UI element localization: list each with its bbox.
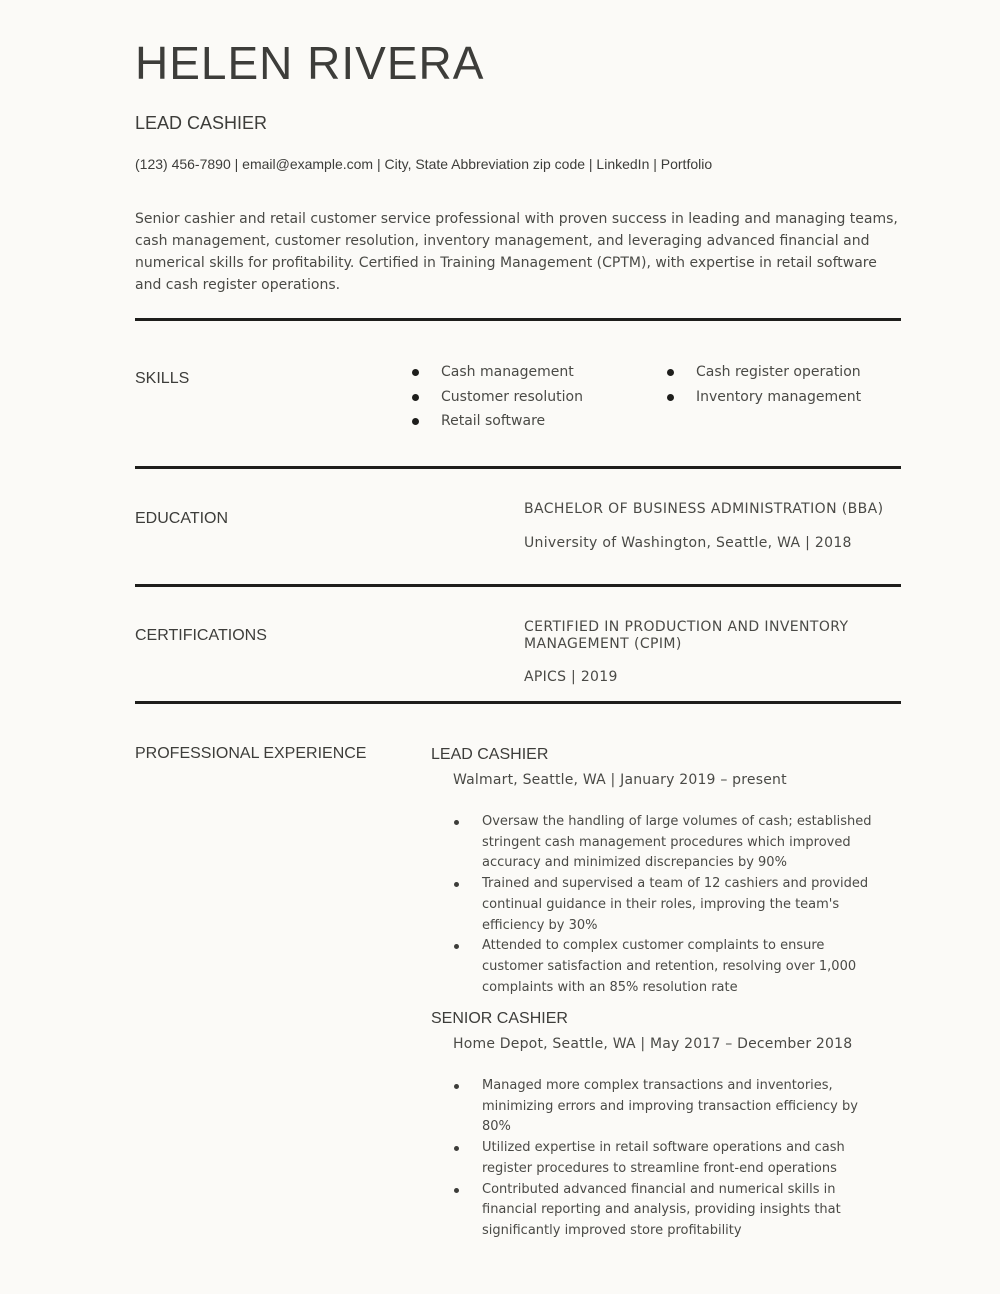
- bullet-icon: [454, 1084, 459, 1089]
- job-bullet-text: Contributed advanced financial and numerical skills in financial reporting and analysis, providing insights that significantly improved store profitability: [482, 1181, 841, 1238]
- candidate-name: HELEN RIVERA: [135, 37, 485, 89]
- job-bullet-text: Utilized expertise in retail software operations and cash register procedures to streamline front-end operations: [482, 1140, 845, 1176]
- job-meta: Home Depot, Seattle, WA | May 2017 – December 2018: [453, 1036, 853, 1052]
- education-heading: EDUCATION: [135, 510, 229, 527]
- job-bullet-text: Oversaw the handling of large volumes of cash; established stringent cash management procedures which improved accuracy and minimized discrepancies by 90%: [482, 814, 872, 871]
- skill-item: [667, 385, 861, 410]
- skill-label: Cash management: [441, 364, 574, 380]
- skill-item: [412, 409, 583, 434]
- bullet-icon: [454, 1146, 459, 1151]
- skill-label: Customer resolution: [441, 388, 583, 405]
- certifications-heading: CERTIFICATIONS: [135, 627, 267, 644]
- bullet-icon: [454, 944, 459, 949]
- job-entry-lead-cashier: [431, 746, 901, 995]
- skills-heading: SKILLS: [135, 370, 190, 387]
- job-bullet-text: Trained and supervised a team of 12 cashiers and provided continual guidance in their roles, improving the team's efficiency by 30%: [482, 876, 869, 933]
- bullet-icon: [412, 369, 419, 376]
- section-divider: [135, 318, 901, 321]
- education-entry: [524, 501, 901, 551]
- experience-heading: PROFESSIONAL EXPERIENCE: [135, 745, 367, 762]
- bullet-icon: [667, 369, 674, 376]
- education-meta: University of Washington, Seattle, WA | 2018: [524, 535, 852, 551]
- skill-item: [667, 360, 861, 385]
- bullet-icon: [454, 1188, 459, 1193]
- job-bullet: [453, 1076, 873, 1138]
- section-divider: [135, 584, 901, 587]
- job-bullets: [453, 1076, 873, 1242]
- section-divider: [135, 701, 901, 704]
- job-role: LEAD CASHIER: [431, 746, 549, 763]
- skill-label: Retail software: [441, 413, 546, 429]
- bullet-icon: [454, 820, 459, 825]
- job-bullet: [453, 874, 873, 936]
- bullet-icon: [454, 882, 459, 887]
- summary-paragraph: Senior cashier and retail customer service professional with proven success in leading and managing teams, cash management, customer resolution, inventory management, and leveraging advanced financial and numerical skills for profitability. Certified in Training Management (CPTM), with expertise in retail software and cash register operations.: [135, 211, 898, 293]
- job-bullet-text: Managed more complex transactions and inventories, minimizing errors and improving transaction efficiency by 80%: [482, 1078, 858, 1135]
- job-bullet: [453, 936, 873, 998]
- section-divider: [135, 466, 901, 469]
- skill-item: [412, 385, 583, 410]
- bullet-icon: [667, 394, 674, 401]
- job-bullets: [453, 812, 873, 998]
- contact-line: (123) 456-7890 | email@example.com | City, State Abbreviation zip code | LinkedIn | Portfolio: [135, 156, 713, 172]
- candidate-title: LEAD CASHIER: [135, 113, 268, 133]
- skills-list-col2: [667, 360, 861, 409]
- job-role: SENIOR CASHIER: [431, 1010, 568, 1027]
- skills-list-col1: [412, 360, 583, 434]
- job-bullet: [453, 812, 873, 874]
- skill-item: [412, 360, 583, 385]
- job-meta: Walmart, Seattle, WA | January 2019 – present: [453, 772, 787, 788]
- skill-label: Cash register operation: [696, 364, 861, 380]
- degree-title: BACHELOR OF BUSINESS ADMINISTRATION (BBA): [524, 501, 884, 517]
- bullet-icon: [412, 418, 419, 425]
- certification-meta: APICS | 2019: [524, 669, 618, 685]
- job-bullet-text: Attended to complex customer complaints to ensure customer satisfaction and retention, resolving over 1,000 complaints with an 85% resolution rate: [482, 938, 857, 995]
- job-bullet: [453, 1138, 873, 1179]
- job-bullet: [453, 1180, 873, 1242]
- bullet-icon: [412, 394, 419, 401]
- certification-entry: [524, 619, 864, 685]
- certification-title: CERTIFIED IN PRODUCTION AND INVENTORY MANAGEMENT (CPIM): [524, 619, 849, 652]
- skill-label: Inventory management: [696, 388, 862, 405]
- job-entry-senior-cashier: [431, 1010, 901, 1238]
